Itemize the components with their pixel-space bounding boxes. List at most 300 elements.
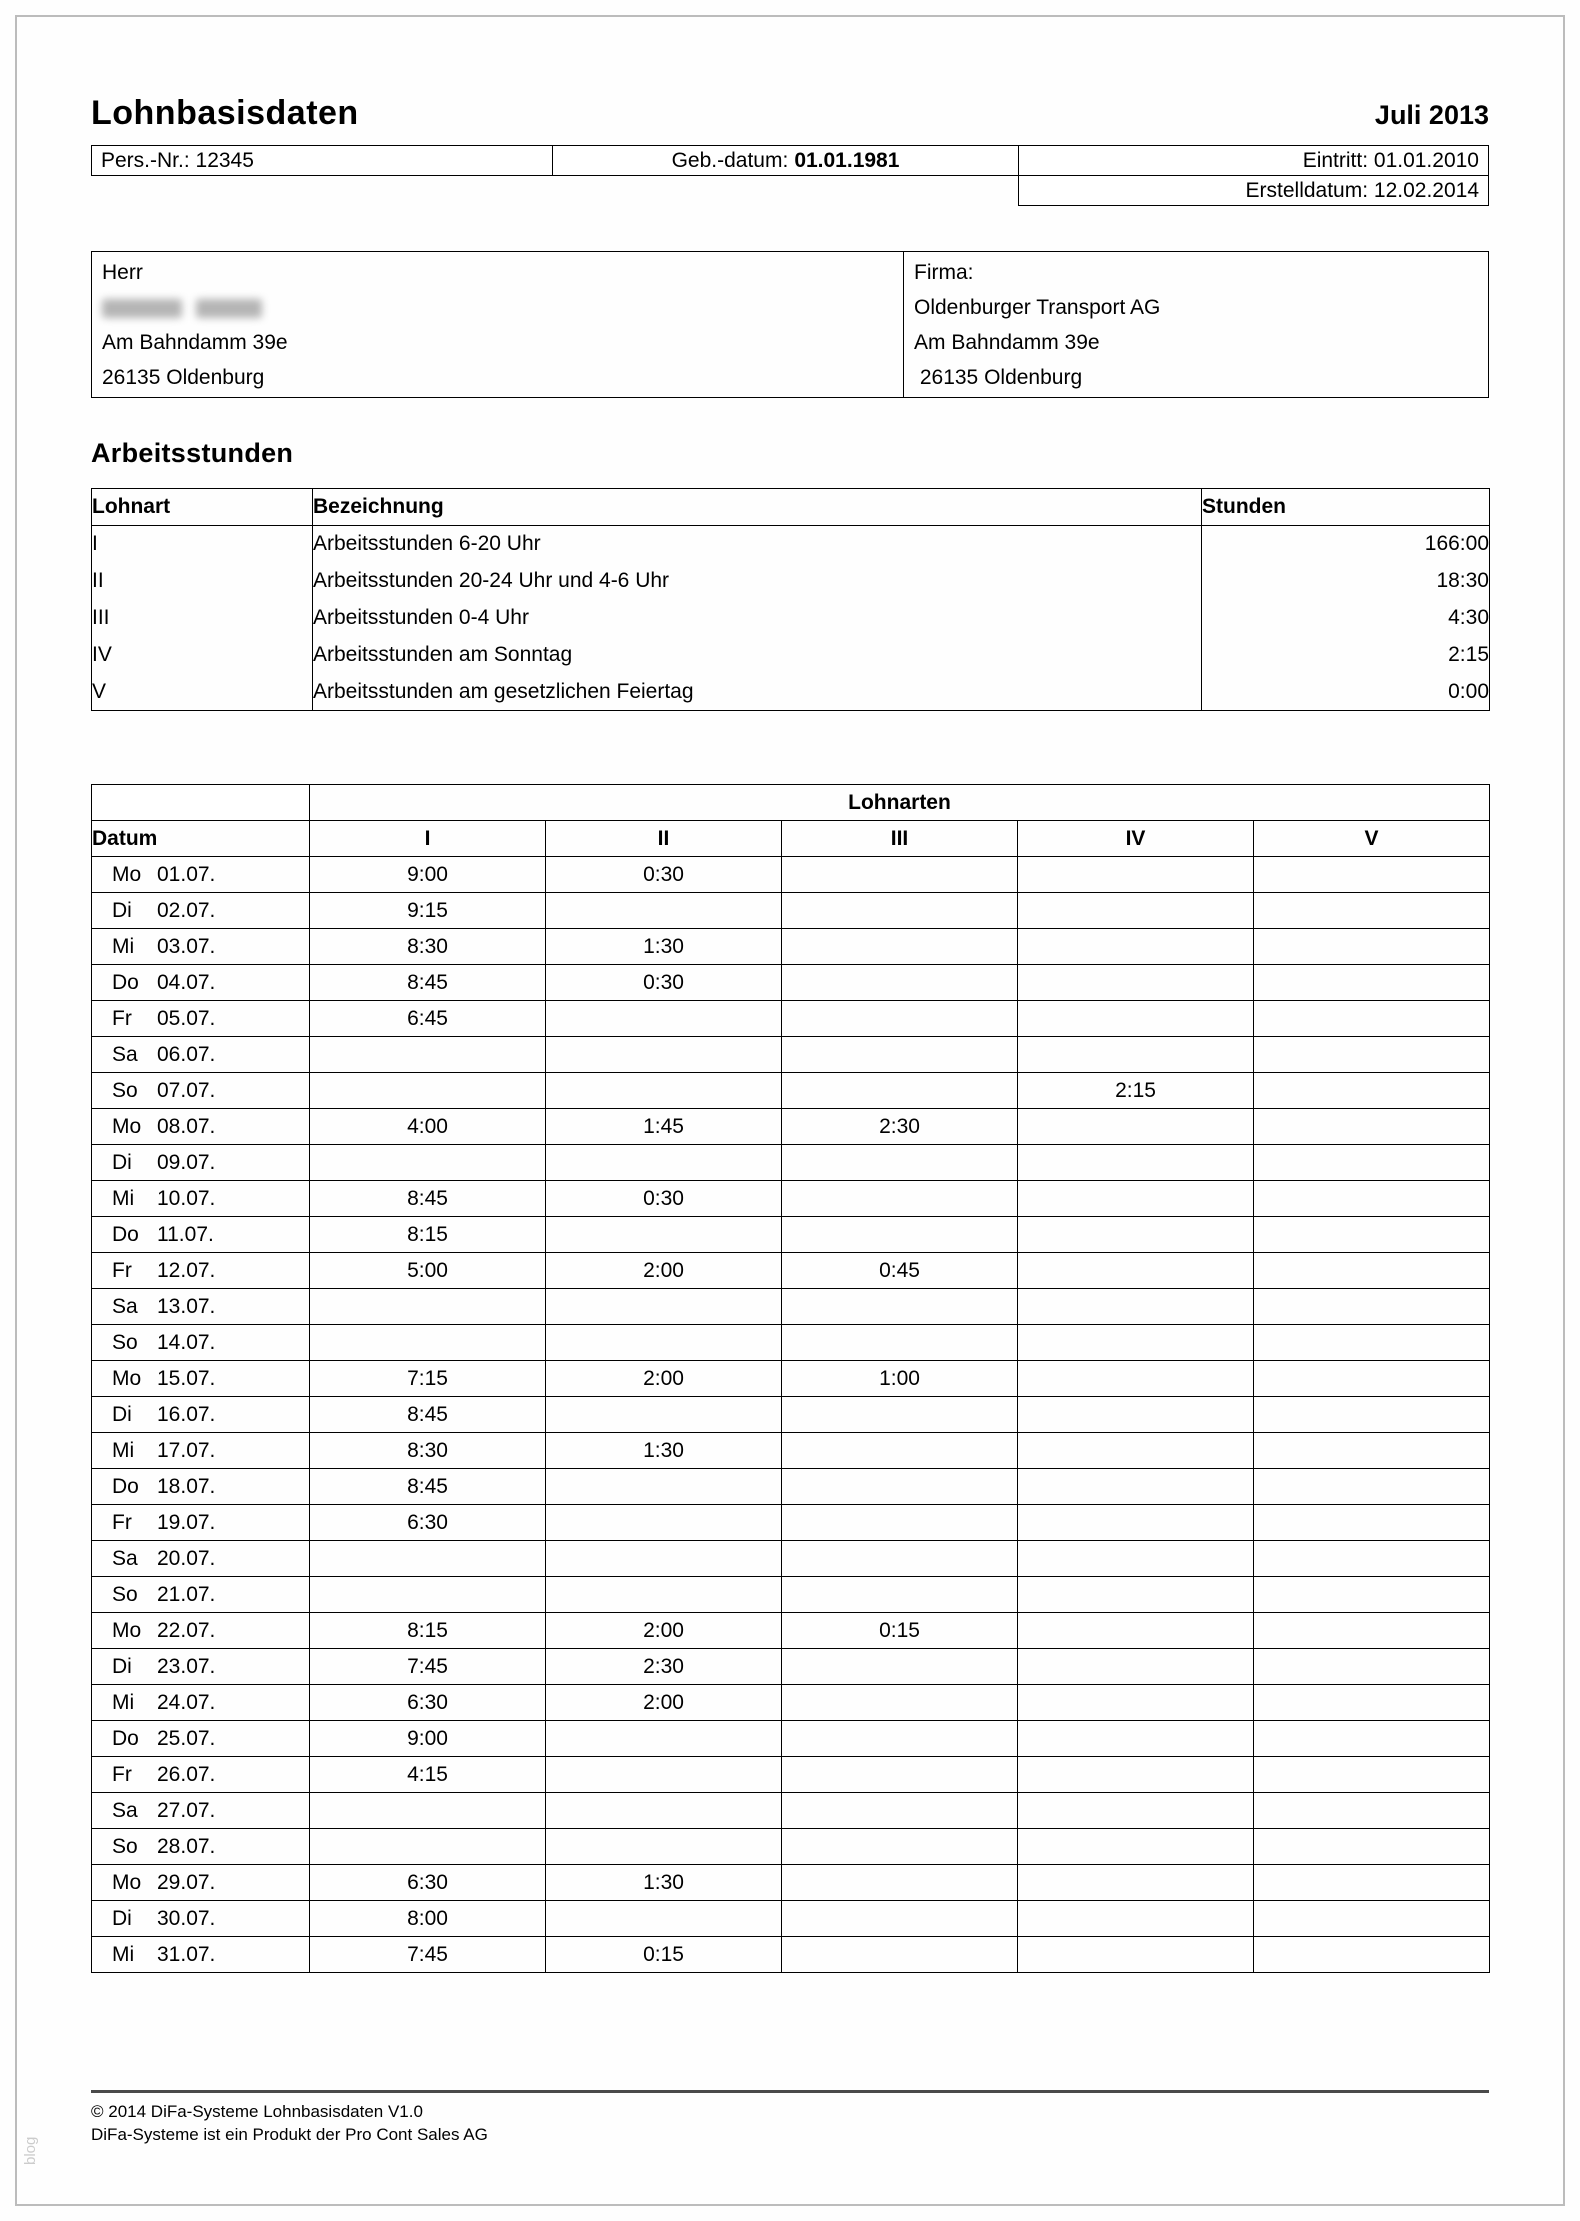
date-cell (92, 893, 310, 929)
hours-row (92, 637, 1490, 674)
employee-salutation: Herr (102, 261, 143, 284)
hours-value-cell (782, 1757, 1018, 1793)
hours-value-cell (1254, 893, 1490, 929)
date-label: 29.07. (157, 1870, 216, 1894)
day-row (92, 1001, 1490, 1037)
hours-value-cell (1254, 929, 1490, 965)
date-cell (92, 1649, 310, 1685)
hours-value-cell (782, 1001, 1018, 1037)
day-row (92, 1361, 1490, 1397)
weekday-label: Do (112, 1222, 139, 1246)
weekday-label: Mo (112, 1870, 142, 1894)
hours-value-cell: 7:45 (310, 1649, 546, 1685)
hours-value-cell: 1:30 (546, 1865, 782, 1901)
date-label: 26.07. (157, 1762, 216, 1786)
day-row (92, 965, 1490, 1001)
day-row (92, 1577, 1490, 1613)
hours-value-cell (546, 1397, 782, 1433)
hours-col-stunden: Stunden (1202, 489, 1490, 526)
hours-value-cell: 8:45 (310, 965, 546, 1001)
day-row (92, 1865, 1490, 1901)
hours-summary-table (91, 488, 1490, 711)
daily-table-body (92, 857, 1490, 1973)
hours-value-cell: 6:30 (310, 1685, 546, 1721)
daily-hours-table (91, 784, 1490, 1973)
day-row (92, 1397, 1490, 1433)
hours-value-cell (1254, 1433, 1490, 1469)
hours-value-cell (782, 1721, 1018, 1757)
hours-value-cell (546, 1469, 782, 1505)
hours-value-cell (1018, 1613, 1254, 1649)
date-cell (92, 1325, 310, 1361)
hours-value-cell (1254, 1109, 1490, 1145)
hours-value-cell (310, 1289, 546, 1325)
pers-nr-text: Pers.-Nr.: 12345 (101, 148, 254, 172)
bezeichnung-cell: Arbeitsstunden 0-4 Uhr (313, 600, 1202, 637)
hours-value-cell (1018, 1505, 1254, 1541)
title-row (91, 0, 1489, 133)
hours-value-cell (1254, 1469, 1490, 1505)
hours-value-cell: 7:15 (310, 1361, 546, 1397)
hours-value-cell: 2:15 (1018, 1073, 1254, 1109)
date-label: 20.07. (157, 1546, 216, 1570)
hours-value-cell (546, 1505, 782, 1541)
hours-value-cell (310, 1145, 546, 1181)
date-label: 09.07. (157, 1150, 216, 1174)
datum-column-header: Datum (92, 821, 310, 857)
weekday-label: Di (112, 1150, 132, 1174)
hours-value-cell: 6:45 (310, 1001, 546, 1037)
company-address (904, 252, 1488, 397)
hours-value-cell: 2:30 (782, 1109, 1018, 1145)
address-block (91, 251, 1489, 398)
hours-value-cell (782, 1217, 1018, 1253)
hours-value-cell (1018, 965, 1254, 1001)
hours-value-cell (1254, 1037, 1490, 1073)
hours-value-cell (1018, 1757, 1254, 1793)
day-row (92, 1901, 1490, 1937)
day-row (92, 1037, 1490, 1073)
date-cell (92, 1037, 310, 1073)
hours-value-cell (1018, 1685, 1254, 1721)
hours-value-cell (782, 857, 1018, 893)
day-row (92, 1289, 1490, 1325)
weekday-label: So (112, 1078, 138, 1102)
hours-value-cell (782, 1037, 1018, 1073)
hours-value-cell (1254, 1901, 1490, 1937)
hours-value-cell (782, 1325, 1018, 1361)
date-cell (92, 1433, 310, 1469)
lohnart-column-header: IV (1018, 821, 1254, 857)
company-street: Am Bahndamm 39e (914, 331, 1100, 354)
day-row (92, 1469, 1490, 1505)
date-label: 04.07. (157, 970, 216, 994)
lohnart-cell: IV (92, 637, 313, 674)
date-label: 16.07. (157, 1402, 216, 1426)
period-label: Juli 2013 (1374, 100, 1489, 130)
date-label: 15.07. (157, 1366, 216, 1390)
hours-value-cell (782, 1829, 1018, 1865)
erstelldatum-cell (1018, 175, 1489, 206)
day-row (92, 1109, 1490, 1145)
stunden-cell: 2:15 (1202, 637, 1490, 674)
hours-value-cell (546, 1793, 782, 1829)
date-label: 30.07. (157, 1906, 216, 1930)
stunden-cell: 0:00 (1202, 674, 1490, 711)
hours-value-cell (1254, 1361, 1490, 1397)
hours-value-cell (1254, 1505, 1490, 1541)
employee-street: Am Bahndamm 39e (102, 331, 288, 354)
hours-value-cell (1018, 1181, 1254, 1217)
date-cell (92, 1793, 310, 1829)
hours-value-cell (546, 1073, 782, 1109)
hours-value-cell (1018, 1829, 1254, 1865)
day-row (92, 929, 1490, 965)
page-title: Lohnbasisdaten (91, 94, 359, 132)
hours-value-cell (310, 1073, 546, 1109)
date-label: 31.07. (157, 1942, 216, 1966)
hours-value-cell (782, 1685, 1018, 1721)
lohnart-cell: I (92, 526, 313, 563)
date-label: 18.07. (157, 1474, 216, 1498)
date-cell (92, 1685, 310, 1721)
hours-value-cell: 0:15 (546, 1937, 782, 1973)
date-cell (92, 1613, 310, 1649)
day-row (92, 1757, 1490, 1793)
hours-value-cell (1254, 1181, 1490, 1217)
date-cell (92, 1937, 310, 1973)
stunden-cell: 166:00 (1202, 526, 1490, 563)
date-label: 24.07. (157, 1690, 216, 1714)
hours-value-cell (1254, 1793, 1490, 1829)
date-cell (92, 1397, 310, 1433)
day-row (92, 1541, 1490, 1577)
redacted-name-blob (196, 299, 262, 318)
hours-value-cell: 2:00 (546, 1361, 782, 1397)
date-cell (92, 929, 310, 965)
day-row (92, 1073, 1490, 1109)
hours-value-cell (1018, 1793, 1254, 1829)
hours-value-cell (1018, 857, 1254, 893)
lohnart-cell: V (92, 674, 313, 711)
weekday-label: Di (112, 898, 132, 922)
hours-value-cell (1018, 1217, 1254, 1253)
hours-value-cell (1254, 965, 1490, 1001)
hours-value-cell (310, 1037, 546, 1073)
date-cell (92, 1541, 310, 1577)
hours-value-cell: 0:45 (782, 1253, 1018, 1289)
hours-value-cell (546, 1577, 782, 1613)
hours-value-cell (1018, 1325, 1254, 1361)
hours-value-cell (1254, 1397, 1490, 1433)
hours-value-cell: 1:00 (782, 1361, 1018, 1397)
day-row (92, 1613, 1490, 1649)
hours-value-cell (782, 1577, 1018, 1613)
hours-value-cell (1018, 1865, 1254, 1901)
weekday-label: So (112, 1834, 138, 1858)
footer-divider (91, 2090, 1489, 2093)
hours-value-cell (1254, 857, 1490, 893)
date-cell (92, 1757, 310, 1793)
hours-value-cell: 8:30 (310, 1433, 546, 1469)
date-cell (92, 1901, 310, 1937)
id-header (91, 145, 1489, 206)
date-cell (92, 1001, 310, 1037)
hours-value-cell (1254, 1721, 1490, 1757)
hours-value-cell: 8:00 (310, 1901, 546, 1937)
hours-value-cell: 9:15 (310, 893, 546, 929)
date-label: 14.07. (157, 1330, 216, 1354)
hours-row (92, 563, 1490, 600)
weekday-label: Do (112, 970, 139, 994)
hours-value-cell (1254, 1829, 1490, 1865)
redacted-name-blob (102, 299, 182, 318)
date-label: 22.07. (157, 1618, 216, 1642)
hours-value-cell: 2:30 (546, 1649, 782, 1685)
hours-value-cell (1254, 1757, 1490, 1793)
hours-value-cell (546, 1037, 782, 1073)
hours-value-cell (310, 1829, 546, 1865)
hours-value-cell (546, 1289, 782, 1325)
date-label: 28.07. (157, 1834, 216, 1858)
hours-value-cell: 9:00 (310, 857, 546, 893)
hours-value-cell (1018, 893, 1254, 929)
weekday-label: Do (112, 1474, 139, 1498)
hours-value-cell (1018, 1433, 1254, 1469)
date-cell (92, 1469, 310, 1505)
day-row (92, 1145, 1490, 1181)
weekday-label: So (112, 1330, 138, 1354)
hours-value-cell: 1:45 (546, 1109, 782, 1145)
date-label: 21.07. (157, 1582, 216, 1606)
hours-value-cell (546, 1721, 782, 1757)
hours-value-cell (1254, 1541, 1490, 1577)
hours-value-cell (1254, 1685, 1490, 1721)
company-label: Firma: (914, 261, 974, 284)
date-cell (92, 1361, 310, 1397)
date-cell (92, 857, 310, 893)
weekday-label: Fr (112, 1006, 132, 1030)
hours-value-cell: 8:45 (310, 1469, 546, 1505)
weekday-label: Do (112, 1726, 139, 1750)
day-row (92, 1649, 1490, 1685)
date-label: 12.07. (157, 1258, 216, 1282)
hours-row (92, 674, 1490, 711)
hours-row (92, 526, 1490, 563)
weekday-label: Sa (112, 1546, 138, 1570)
day-row (92, 1433, 1490, 1469)
hours-value-cell (1018, 1145, 1254, 1181)
date-cell (92, 1505, 310, 1541)
hours-section-heading: Arbeitsstunden (91, 438, 294, 468)
footer-product-note: DiFa-Systeme ist ein Produkt der Pro Cont Sales AG (91, 2125, 488, 2144)
weekday-label: Fr (112, 1258, 132, 1282)
hours-col-lohnart: Lohnart (92, 489, 313, 526)
day-row (92, 1685, 1490, 1721)
hours-value-cell (546, 1829, 782, 1865)
hours-value-cell (546, 1325, 782, 1361)
date-label: 17.07. (157, 1438, 216, 1462)
hours-value-cell (1254, 1289, 1490, 1325)
hours-value-cell (1254, 1865, 1490, 1901)
pers-nr-cell (91, 145, 553, 176)
hours-value-cell: 0:30 (546, 857, 782, 893)
date-label: 27.07. (157, 1798, 216, 1822)
employee-address (92, 252, 904, 397)
hours-value-cell (1254, 1937, 1490, 1973)
weekday-label: Mo (112, 1366, 142, 1390)
hours-value-cell: 6:30 (310, 1865, 546, 1901)
date-cell (92, 1181, 310, 1217)
date-cell (92, 1865, 310, 1901)
date-cell (92, 965, 310, 1001)
hours-value-cell (1018, 1037, 1254, 1073)
lohnart-cell: III (92, 600, 313, 637)
date-cell (92, 1217, 310, 1253)
hours-value-cell (782, 1865, 1018, 1901)
weekday-label: Sa (112, 1294, 138, 1318)
bezeichnung-cell: Arbeitsstunden am gesetzlichen Feiertag (313, 674, 1202, 711)
hours-value-cell (1018, 1289, 1254, 1325)
hours-value-cell (1018, 1109, 1254, 1145)
lohnart-column-header: V (1254, 821, 1490, 857)
day-row (92, 893, 1490, 929)
hours-header-row (92, 489, 1490, 526)
hours-value-cell: 0:30 (546, 965, 782, 1001)
date-label: 08.07. (157, 1114, 216, 1138)
hours-value-cell: 4:00 (310, 1109, 546, 1145)
hours-value-cell (546, 1757, 782, 1793)
hours-value-cell (1018, 1721, 1254, 1757)
hours-value-cell: 0:30 (546, 1181, 782, 1217)
hours-value-cell (546, 1145, 782, 1181)
hours-value-cell (782, 1505, 1018, 1541)
date-label: 19.07. (157, 1510, 216, 1534)
weekday-label: Mo (112, 862, 142, 886)
hours-value-cell (1018, 1397, 1254, 1433)
hours-value-cell: 5:00 (310, 1253, 546, 1289)
hours-value-cell (1254, 1649, 1490, 1685)
weekday-label: Mi (112, 1186, 135, 1210)
hours-value-cell (782, 929, 1018, 965)
eintritt-cell (1018, 145, 1489, 176)
date-cell (92, 1721, 310, 1757)
hours-value-cell (1018, 1649, 1254, 1685)
date-cell (92, 1073, 310, 1109)
hours-value-cell (782, 965, 1018, 1001)
stunden-cell: 4:30 (1202, 600, 1490, 637)
weekday-label: Sa (112, 1798, 138, 1822)
hours-value-cell (782, 1541, 1018, 1577)
geb-datum-label: Geb.-datum: (671, 148, 789, 172)
weekday-label: Mi (112, 934, 135, 958)
hours-value-cell (1254, 1217, 1490, 1253)
hours-value-cell (1018, 1937, 1254, 1973)
hours-value-cell (1018, 1577, 1254, 1613)
hours-value-cell (1254, 1145, 1490, 1181)
hours-value-cell (1018, 1541, 1254, 1577)
date-cell (92, 1253, 310, 1289)
hours-value-cell: 6:30 (310, 1505, 546, 1541)
day-row (92, 1937, 1490, 1973)
day-row (92, 1217, 1490, 1253)
hours-value-cell: 7:45 (310, 1937, 546, 1973)
hours-value-cell (310, 1541, 546, 1577)
weekday-label: Mi (112, 1690, 135, 1714)
hours-value-cell (782, 1073, 1018, 1109)
hours-value-cell: 2:00 (546, 1685, 782, 1721)
weekday-label: Mi (112, 1942, 135, 1966)
hours-value-cell: 8:45 (310, 1397, 546, 1433)
day-row (92, 1793, 1490, 1829)
hours-value-cell (782, 1397, 1018, 1433)
date-label: 23.07. (157, 1654, 216, 1678)
lohnart-column-header: III (782, 821, 1018, 857)
hours-value-cell (782, 1937, 1018, 1973)
date-label: 10.07. (157, 1186, 216, 1210)
geb-datum-value: 01.01.1981 (794, 148, 900, 172)
footer-copyright: © 2014 DiFa-Systeme Lohnbasisdaten V1.0 (91, 2102, 423, 2121)
hours-row (92, 600, 1490, 637)
hours-value-cell: 2:00 (546, 1613, 782, 1649)
hours-value-cell (1018, 1901, 1254, 1937)
hours-value-cell (310, 1577, 546, 1613)
hours-value-cell (546, 893, 782, 929)
hours-value-cell: 8:15 (310, 1613, 546, 1649)
bezeichnung-cell: Arbeitsstunden 6-20 Uhr (313, 526, 1202, 563)
hours-value-cell: 1:30 (546, 929, 782, 965)
column-header-row (92, 821, 1490, 857)
hours-value-cell (546, 1541, 782, 1577)
lohnart-column-header: II (546, 821, 782, 857)
date-cell (92, 1145, 310, 1181)
weekday-label: Di (112, 1906, 132, 1930)
date-label: 05.07. (157, 1006, 216, 1030)
footer (91, 2090, 1489, 2146)
hours-value-cell (1018, 929, 1254, 965)
lohnart-column-header: I (310, 821, 546, 857)
watermark-text: blog (22, 2136, 39, 2165)
hours-value-cell: 8:15 (310, 1217, 546, 1253)
hours-value-cell (1254, 1073, 1490, 1109)
weekday-label: Fr (112, 1510, 132, 1534)
hours-value-cell (1018, 1001, 1254, 1037)
employee-city: 26135 Oldenburg (102, 366, 265, 389)
hours-value-cell (1254, 1325, 1490, 1361)
eintritt-text: Eintritt: 01.01.2010 (1302, 148, 1479, 172)
day-row (92, 1253, 1490, 1289)
day-row (92, 1829, 1490, 1865)
erstelldatum-text: Erstelldatum: 12.02.2014 (1245, 178, 1479, 202)
company-city: 26135 Oldenburg (914, 366, 1083, 389)
hours-value-cell (782, 1181, 1018, 1217)
content-area (91, 0, 1489, 1973)
date-label: 02.07. (157, 898, 216, 922)
company-name: Oldenburger Transport AG (914, 296, 1161, 319)
hours-value-cell (782, 1901, 1018, 1937)
hours-value-cell (1018, 1361, 1254, 1397)
weekday-label: Mi (112, 1438, 135, 1462)
group-header-row (92, 785, 1490, 821)
date-cell (92, 1577, 310, 1613)
hours-value-cell: 9:00 (310, 1721, 546, 1757)
hours-value-cell (1254, 1613, 1490, 1649)
weekday-label: Mo (112, 1618, 142, 1642)
datum-blank-cell (92, 785, 310, 821)
hours-col-bezeichnung: Bezeichnung (313, 489, 1202, 526)
lohnart-cell: II (92, 563, 313, 600)
date-label: 06.07. (157, 1042, 216, 1066)
